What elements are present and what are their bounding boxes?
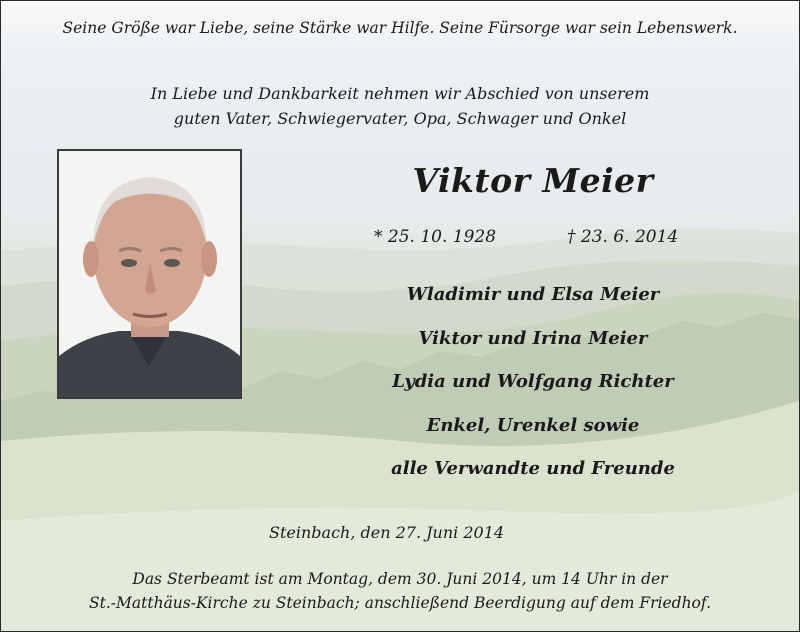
funeral-line-1: Das Sterbeamt ist am Montag, dem 30. Juni 2014, um 14 Uhr in der <box>132 570 668 588</box>
mourner-line: Viktor und Irina Meier <box>418 327 648 349</box>
funeral-notice <box>1 567 799 615</box>
epigraph-quote: Seine Größe war Liebe, seine Stärke war Hilfe. Seine Fürsorge war sein Lebenswerk. <box>62 19 738 37</box>
death-date: † 23. 6. 2014 <box>567 227 679 247</box>
portrait-image <box>59 151 240 397</box>
portrait-photo <box>57 149 242 399</box>
mourner-line: Lydia und Wolfgang Richter <box>392 371 674 392</box>
mourner-line: alle Verwandte und Freunde <box>391 458 675 479</box>
funeral-line-2: St.-Matthäus-Kirche zu Steinbach; anschließend Beerdigung auf dem Friedhof. <box>89 594 711 612</box>
intro-line-2: guten Vater, Schwiegervater, Opa, Schwager und Onkel <box>173 109 627 128</box>
mourners-list <box>263 284 800 502</box>
deceased-name: Viktor Meier <box>412 161 654 200</box>
birth-date: * 25. 10. 1928 <box>374 227 497 247</box>
place-and-date: Steinbach, den 27. Juni 2014 <box>269 523 505 542</box>
intro-line-1: In Liebe und Dankbarkeit nehmen wir Abschied von unserem <box>150 84 650 103</box>
intro-text <box>1 81 799 131</box>
mourner-line: Enkel, Urenkel sowie <box>426 414 640 436</box>
mourner-line: Wladimir und Elsa Meier <box>406 284 660 305</box>
